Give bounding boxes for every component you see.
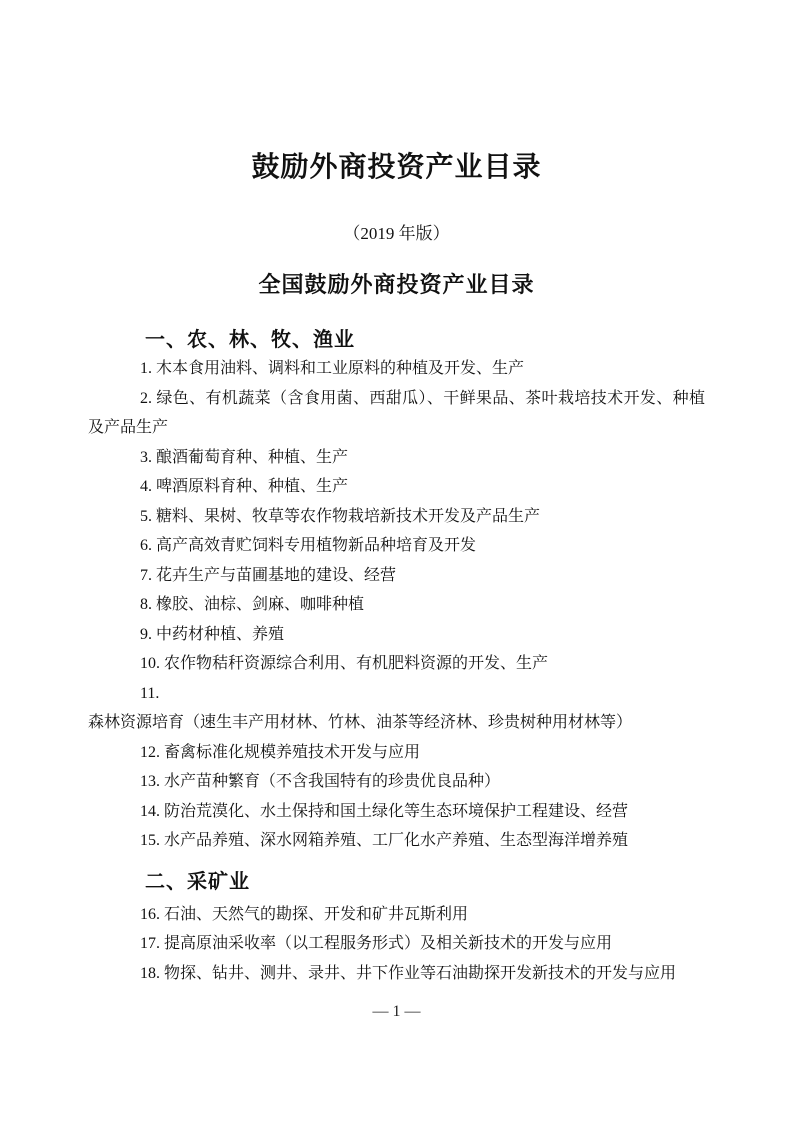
list-item — [88, 826, 705, 856]
item-number: 18. — [140, 964, 160, 982]
item-text: 森林资源培育（速生丰产用材林、竹林、油茶等经济林、珍贵树种用材林等） — [88, 714, 633, 731]
list-item — [88, 679, 705, 738]
item-text: 提高原油采收率（以工程服务形式）及相关新技术的开发与应用 — [164, 935, 613, 952]
section-heading-mining: 二、采矿业 — [145, 870, 250, 893]
item-number: 10. — [140, 655, 160, 672]
item-number: 6. — [140, 537, 152, 554]
item-number: 3. — [140, 448, 152, 466]
item-text: 畜禽标准化规模养殖技术开发与应用 — [164, 743, 421, 761]
item-text: 农作物秸秆资源综合利用、有机肥料资源的开发、生产 — [164, 655, 549, 672]
item-number: 5. — [140, 507, 152, 525]
item-text: 啤酒原料育种、种植、生产 — [156, 478, 349, 495]
item-number: 14. — [140, 802, 160, 820]
item-number: 12. — [140, 743, 160, 761]
item-text: 防治荒漠化、水土保持和国土绿化等生态环境保护工程建设、经营 — [164, 802, 629, 820]
section-heading-agriculture: 一、农、林、牧、渔业 — [145, 329, 355, 351]
item-number: 13. — [140, 773, 160, 790]
list-item — [88, 900, 705, 930]
item-text: 水产品养殖、深水网箱养殖、工厂化水产养殖、生态型海洋增养殖 — [164, 832, 629, 849]
page-number: — 1 — — [372, 1003, 421, 1020]
item-number: 1. — [140, 360, 152, 377]
item-number: 15. — [140, 832, 160, 849]
item-text: 高产高效青贮饲料专用植物新品种培育及开发 — [156, 537, 477, 554]
item-number: 7. — [140, 566, 152, 584]
section-agriculture-items — [88, 354, 705, 856]
item-text: 中药材种植、养殖 — [156, 625, 285, 643]
item-number: 17. — [140, 935, 160, 952]
edition-label: （2019 年版） — [343, 224, 450, 243]
list-item — [88, 738, 705, 768]
list-item — [88, 443, 705, 473]
item-text: 木本食用油料、调料和工业原料的种植及开发、生产 — [156, 360, 525, 377]
list-item — [88, 797, 705, 827]
catalogue-subtitle: 全国鼓励外商投资产业目录 — [258, 272, 535, 297]
item-text: 水产苗种繁育（不含我国特有的珍贵优良品种） — [164, 773, 501, 790]
section-mining-items — [88, 900, 705, 989]
item-number: 16. — [140, 905, 160, 923]
item-text: 橡胶、油棕、剑麻、咖啡种植 — [156, 596, 365, 613]
item-text: 物探、钻井、测井、录井、井下作业等石油勘探开发新技术的开发与应用 — [164, 964, 677, 982]
item-text: 糖料、果树、牧草等农作物栽培新技术开发及产品生产 — [156, 507, 541, 525]
list-item — [88, 531, 705, 561]
list-item — [88, 767, 705, 797]
item-text: 石油、天然气的勘探、开发和矿井瓦斯利用 — [164, 905, 469, 923]
list-item — [88, 472, 705, 502]
list-item — [88, 959, 705, 989]
list-item — [88, 620, 705, 650]
document-title: 鼓励外商投资产业目录 — [251, 152, 542, 183]
list-item — [88, 929, 705, 959]
item-number: 9. — [140, 625, 152, 643]
list-item — [88, 502, 705, 532]
list-item — [88, 354, 705, 384]
list-item — [88, 649, 705, 679]
list-item — [88, 590, 705, 620]
item-number: 2. — [140, 389, 152, 407]
item-text: 花卉生产与苗圃基地的建设、经营 — [156, 566, 397, 584]
item-text: 酿酒葡萄育种、种植、生产 — [156, 448, 349, 466]
item-text: 绿色、有机蔬菜（含食用菌、西甜瓜）、干鲜果品、茶叶栽培技术开发、种植及产品生产 — [88, 389, 705, 436]
item-number: 11. — [140, 684, 160, 702]
list-item — [88, 384, 705, 443]
list-item — [88, 561, 705, 591]
item-number: 4. — [140, 478, 152, 495]
item-number: 8. — [140, 596, 152, 613]
